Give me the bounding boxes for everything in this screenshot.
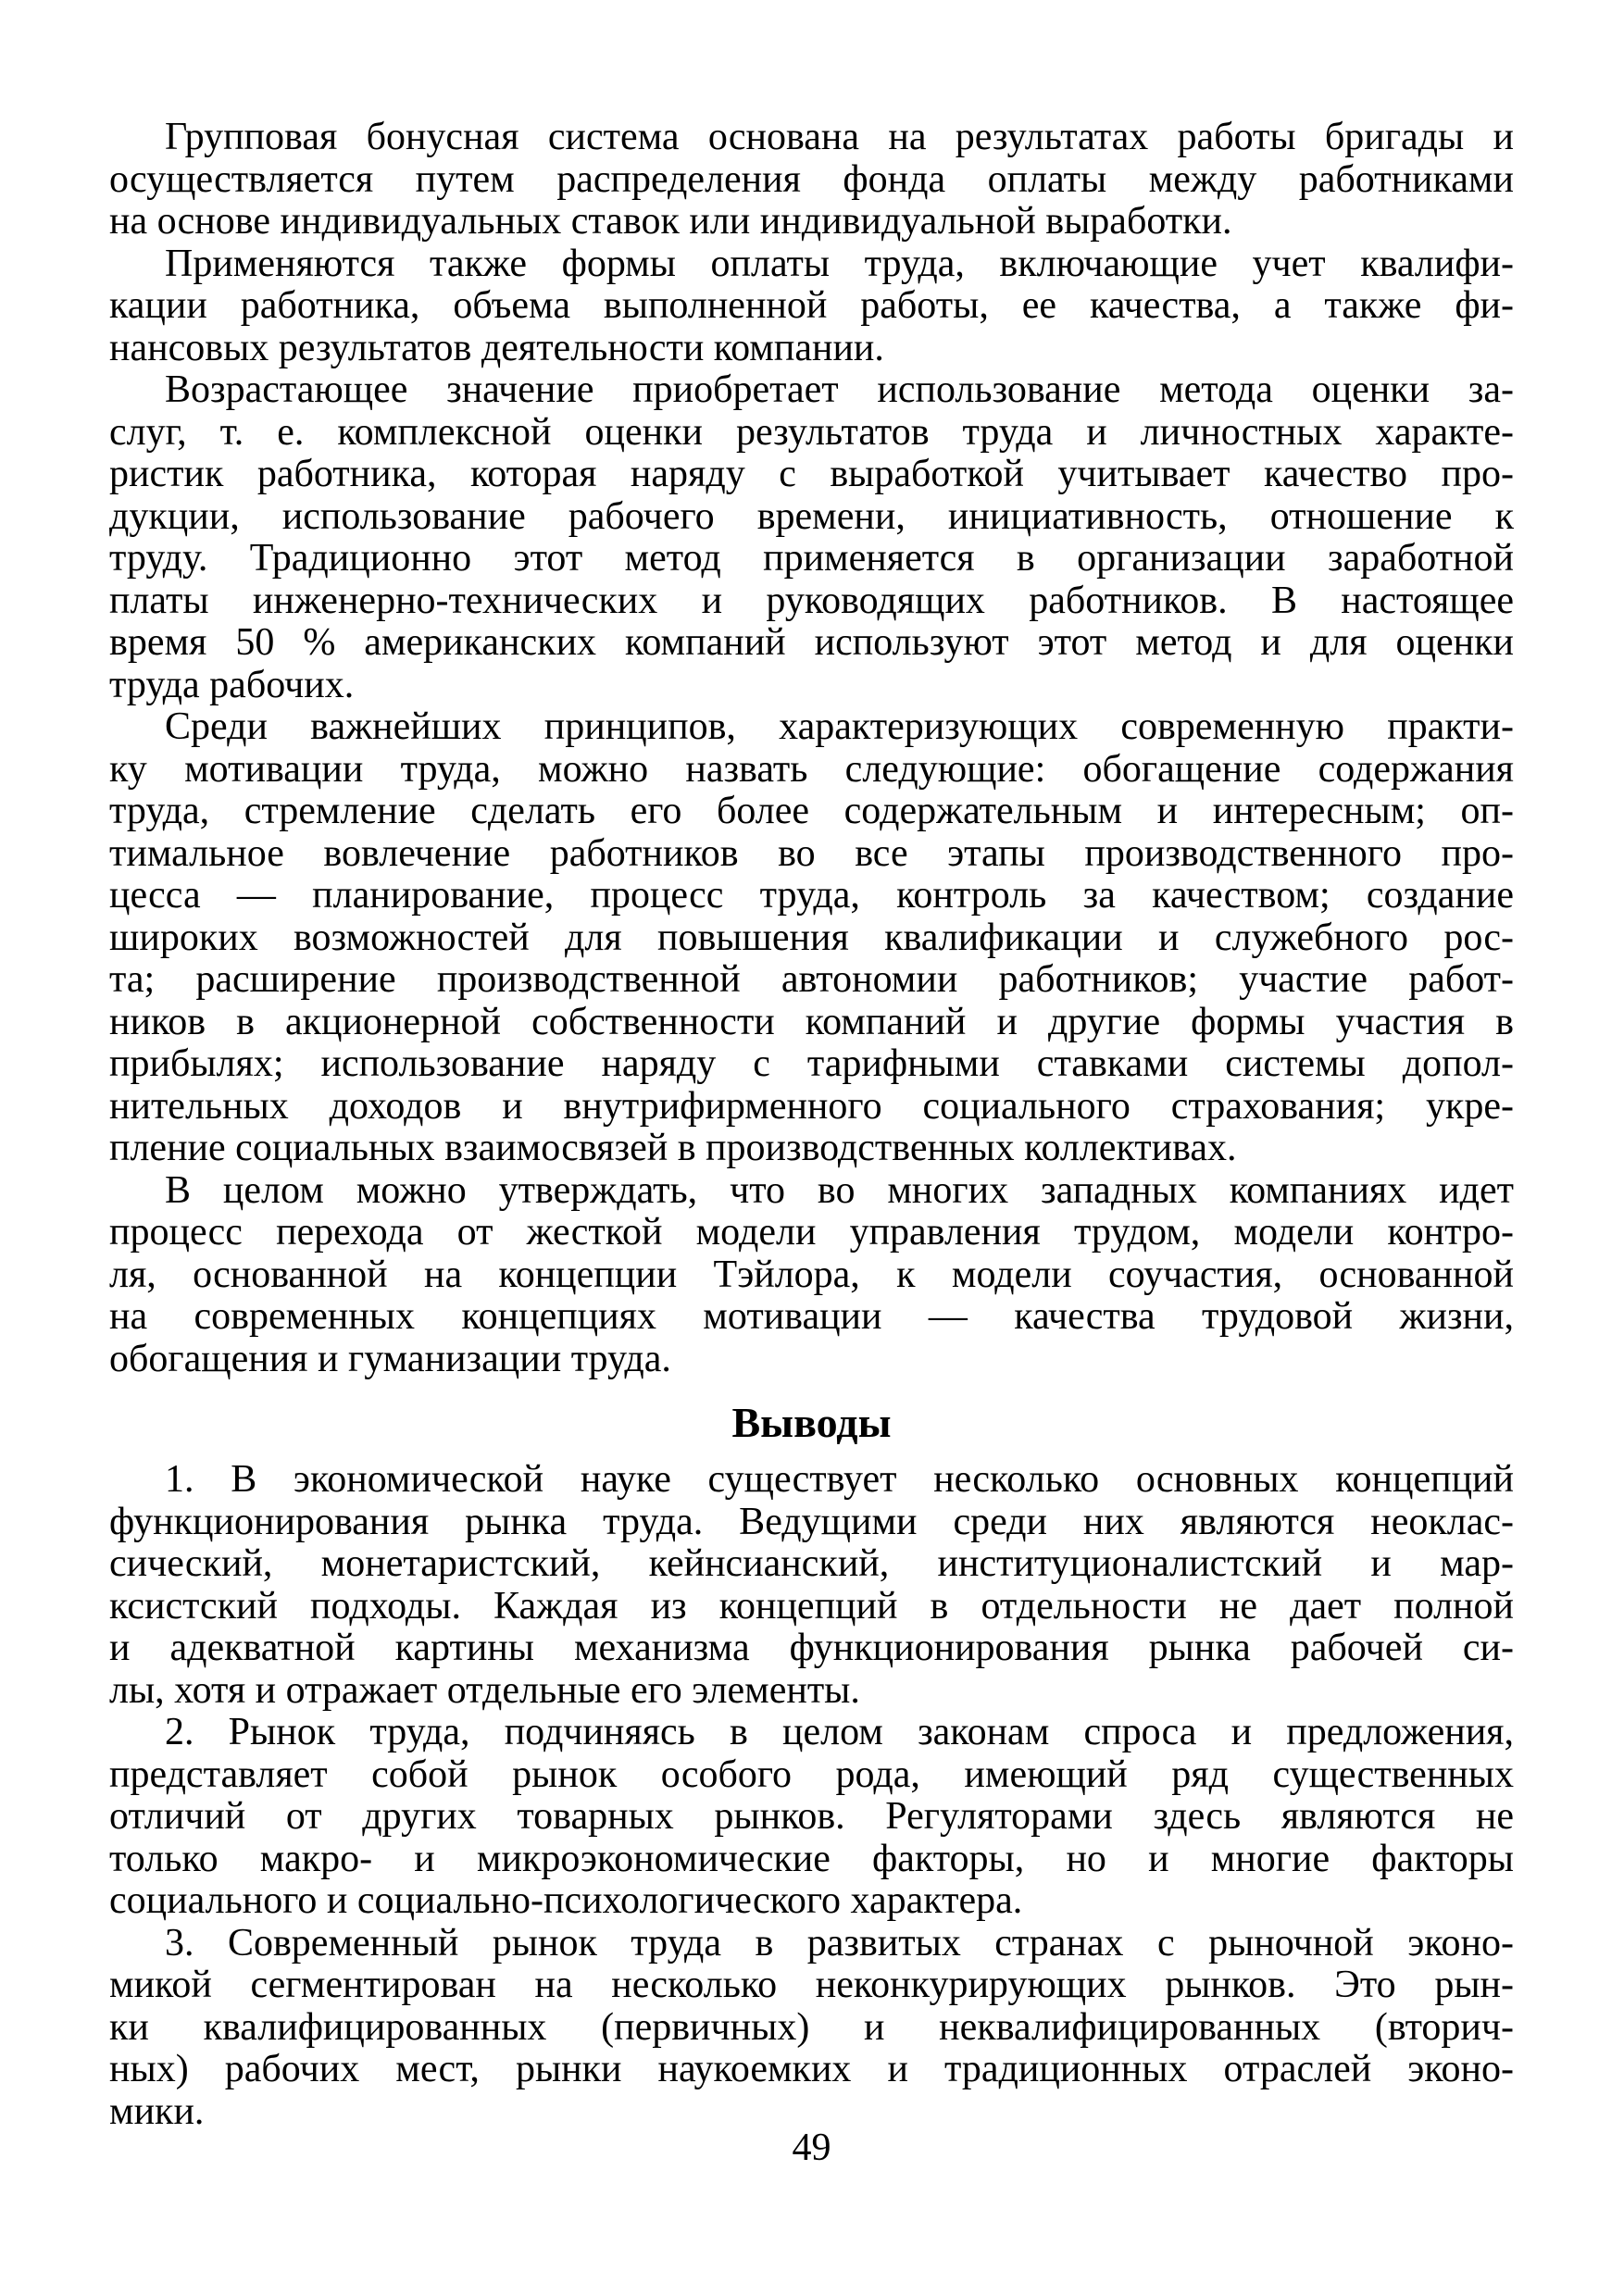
text-line: и адекватной картины механизма функционирования рынка рабочей си- xyxy=(109,1627,1514,1669)
text-line: В целом можно утверждать, что во многих западных компаниях идет xyxy=(165,1168,1514,1212)
text-line: цесса — планирование, процесс труда, контроль за качеством; создание xyxy=(109,874,1514,917)
text-line: осуществляется путем распределения фонда оплаты между работниками xyxy=(109,157,1514,201)
text-line: только макро- и микроэкономические факторы, но и многие факторы xyxy=(109,1837,1514,1880)
text-line: микой сегментирован на несколько неконкурирующих рынков. Это рын- xyxy=(109,1964,1514,2006)
text-line: Возрастающее значение приобретает использование метода оценки за- xyxy=(165,368,1514,411)
text-line: труду. Традиционно этот метод применяется в организации заработной xyxy=(109,537,1514,580)
text-line: процесс перехода от жесткой модели управления трудом, модели контро- xyxy=(109,1211,1514,1254)
text-line: 2. Рынок труда, подчиняясь в целом законам спроса и предложения, xyxy=(165,1711,1514,1753)
paragraph xyxy=(109,369,1514,706)
text-line: обогащения и гуманизации труда. xyxy=(109,1337,671,1380)
text-line: ку мотивации труда, можно назвать следующие: обогащение содержания xyxy=(109,747,1514,791)
text-line: труда рабочих. xyxy=(109,663,355,706)
text-line: нансовых результатов деятельности компании. xyxy=(109,326,884,369)
paragraph xyxy=(109,1923,1514,2134)
paragraph xyxy=(109,1170,1514,1381)
text-line: ных) рабочих мест, рынки наукоемких и традиционных отраслей эконо- xyxy=(109,2048,1514,2090)
text-line: дукции, использование рабочего времени, инициативность, отношение к xyxy=(109,494,1514,538)
text-line: пление социальных взаимосвязей в производственных коллективах. xyxy=(109,1127,1237,1169)
text-line: труда, стремление сделать его более содержательным и интересным; оп- xyxy=(109,790,1514,832)
text-line: на основе индивидуальных ставок или индивидуальной выработки. xyxy=(109,200,1232,243)
text-line: 1. В экономической науке существует несколько основных концепций xyxy=(165,1458,1514,1501)
text-line: слуг, т. е. комплексной оценки результатов труда и личностных характе- xyxy=(109,410,1514,454)
text-line: прибылях; использование наряду с тарифными ставками системы допол- xyxy=(109,1042,1514,1085)
text-line: та; расширение производственной автономии работников; участие работ- xyxy=(109,958,1514,1001)
text-line: время 50 % американских компаний используют этот метод и для оценки xyxy=(109,621,1514,664)
text-line: платы инженерно-технических и руководящих работников. В настоящее xyxy=(109,579,1514,622)
text-line: мики. xyxy=(109,2089,205,2133)
text-line: Применяются также формы оплаты труда, включающие учет квалифи- xyxy=(165,242,1514,285)
section-heading: Выводы xyxy=(731,1399,892,1446)
text-line: широких возможностей для повышения квалификации и служебного рос- xyxy=(109,916,1514,959)
text-line: ля, основанной на концепции Тэйлора, к модели соучастия, основанной xyxy=(109,1253,1514,1296)
text-line: отличий от других товарных рынков. Регуляторами здесь являются не xyxy=(109,1795,1514,1838)
text-line: ников в акционерной собственности компаний и другие формы участия в xyxy=(109,1000,1514,1043)
paragraph xyxy=(109,117,1514,243)
page-number: 49 xyxy=(792,2127,831,2169)
text-line: 3. Современный рынок труда в развитых странах с рыночной эконо- xyxy=(165,1921,1514,1964)
text-line: Среди важнейших принципов, характеризующих современную практи- xyxy=(165,705,1514,748)
text-line: Групповая бонусная система основана на результатах работы бригады и xyxy=(165,116,1514,158)
text-line: ки квалифицированных (первичных) и неквалифицированных (вторич- xyxy=(109,2005,1514,2049)
paragraph xyxy=(109,1712,1514,1923)
text-line: ксистский подходы. Каждая из концепций в отдельности не дает полной xyxy=(109,1584,1514,1628)
paragraph xyxy=(109,1459,1514,1712)
text-line: социального и социально-психологического характера. xyxy=(109,1879,1023,1922)
text-line: нительных доходов и внутрифирменного социального страхования; укре- xyxy=(109,1084,1514,1128)
paragraph xyxy=(109,243,1514,370)
text-line: сический, монетаристский, кейнсианский, институционалистский и мар- xyxy=(109,1542,1514,1585)
text-line: функционирования рынка труда. Ведущими среди них являются неоклас- xyxy=(109,1500,1514,1543)
page-body xyxy=(109,117,1514,2133)
text-line: ристик работника, которая наряду с выработкой учитывает качество про- xyxy=(109,453,1514,495)
text-line: лы, хотя и отражает отдельные его элементы. xyxy=(109,1668,860,1712)
text-line: на современных концепциях мотивации — качества трудовой жизни, xyxy=(109,1295,1514,1338)
text-line: представляет собой рынок особого рода, имеющий ряд существенных xyxy=(109,1752,1514,1796)
text-line: кации работника, объема выполненной работы, ее качества, а также фи- xyxy=(109,284,1514,327)
text-line: тимальное вовлечение работников во все этапы производственного про- xyxy=(109,831,1514,875)
paragraph xyxy=(109,706,1514,1170)
